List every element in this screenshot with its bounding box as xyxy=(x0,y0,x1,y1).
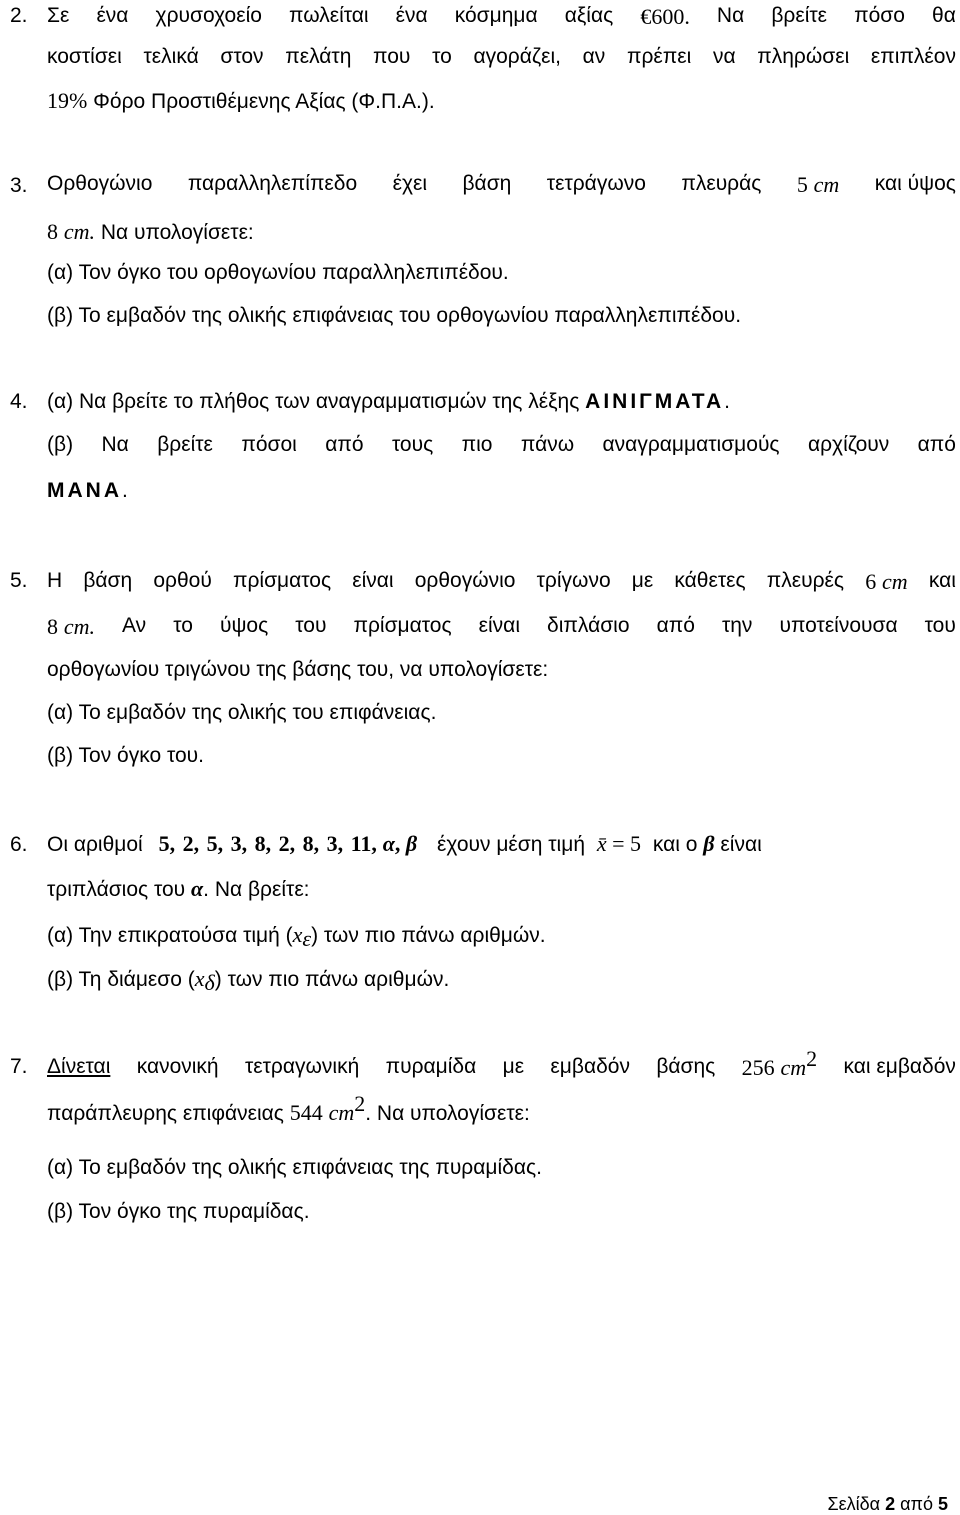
word-mana: ΜΑΝΑ xyxy=(47,479,122,502)
question-b: (β) Το εμβαδόν της ολικής επιφάνειας του ορθογωνίου παραλληλεπιπέδου. xyxy=(47,304,742,327)
word: τελικά xyxy=(143,45,199,68)
word: τετραγωνική xyxy=(244,1055,360,1078)
problem-number: 6. xyxy=(10,833,28,856)
area-number: 256 xyxy=(741,1055,775,1080)
word: αν xyxy=(582,45,606,68)
question-b xyxy=(47,433,956,457)
word: τετράγωνο xyxy=(546,172,646,195)
question-b: (β) Τη διάμεσο $(x_\delta)$ των πιο πάνω αριθμών. xyxy=(47,966,450,995)
word: Ορθογώνιο xyxy=(47,172,153,195)
problem-text-line xyxy=(47,4,956,30)
question-a: (α) Την επικρατούσα τιμή $(x_\varepsilon)$ των πιο πάνω αριθμών. xyxy=(47,922,546,951)
word: Να xyxy=(101,433,129,456)
word: παραλληλεπίπεδο xyxy=(187,172,358,195)
page-footer: Σελίδα 2 από 5 xyxy=(827,1494,948,1514)
word: βρείτε xyxy=(157,433,213,456)
word: να xyxy=(712,45,736,68)
word: ορθού xyxy=(153,569,212,592)
word: πελάτη xyxy=(285,45,352,68)
mean-symbol: x̄ xyxy=(596,831,607,856)
problem-text-line: Οι αριθμοί 5, 2, 5, 3, 8, 2, 8, 3, 11, α, β έχουν μέση τιμή x̄ = 5 και ο β είναι xyxy=(47,831,762,856)
word: βρείτε xyxy=(771,4,828,27)
word: πωλείται xyxy=(289,4,369,27)
text-fragment: και xyxy=(928,569,956,592)
word: βάσης xyxy=(656,1055,716,1078)
problem-number: 3. xyxy=(10,174,28,197)
word: υποτείνουσα xyxy=(779,614,898,637)
problem-text-line: ΜΑΝΑ. xyxy=(47,479,128,502)
problem-number: 4. xyxy=(10,390,28,413)
question-a: (α) Να βρείτε το πλήθος των αναγραμματισμών της λέξης ΑΙΝΙΓΜΑΤΑ. xyxy=(47,390,730,413)
word: κάθετες xyxy=(674,569,746,592)
word: αναγραμματισμούς xyxy=(602,433,780,456)
word: με xyxy=(631,569,654,592)
word: αρχίζουν xyxy=(807,433,890,456)
word: είναι xyxy=(352,569,394,592)
word: πρίσματος xyxy=(232,569,332,592)
problem-text-line xyxy=(47,569,956,595)
word: με xyxy=(502,1055,525,1078)
word: κόσμημα xyxy=(454,4,538,27)
number-list: 5, 2, 5, 3, 8, 2, 8, 3, 11, xyxy=(158,831,377,856)
word: έχει xyxy=(392,172,428,195)
word: ορθογώνιο xyxy=(414,569,516,592)
word: πρέπει xyxy=(626,45,692,68)
word: βάση xyxy=(462,172,512,195)
side-number: 5 xyxy=(796,172,808,197)
problem-text-line xyxy=(47,1046,956,1081)
vat-percent: 19% xyxy=(47,88,88,113)
word: ένα xyxy=(395,4,428,27)
problem-text-line: 8 cm. Να υπολογίσετε: xyxy=(47,219,254,244)
problem-text-line: τριπλάσιος του α. Να βρείτε: xyxy=(47,876,310,901)
unit: cm xyxy=(813,172,840,197)
side-length xyxy=(47,614,95,640)
word: το xyxy=(432,45,452,68)
word: ένα xyxy=(96,4,129,27)
word: είναι xyxy=(478,614,520,637)
word: αγοράζει, xyxy=(473,45,561,68)
price-value: €600. xyxy=(640,4,690,29)
problem-text-line xyxy=(47,172,956,198)
word: κανονική xyxy=(136,1055,219,1078)
question-a: (α) Το εμβαδόν της ολικής επιφάνειας της πυραμίδας. xyxy=(47,1156,542,1179)
side-number: 8 xyxy=(47,614,58,639)
text-fragment: και ύψος xyxy=(874,172,956,195)
word: αξίας xyxy=(564,4,614,27)
alpha-var: α xyxy=(382,831,395,856)
unit: cm xyxy=(882,569,908,594)
problem-number: 2. xyxy=(10,4,28,27)
base-area xyxy=(741,1046,818,1081)
problem-number: 7. xyxy=(10,1055,28,1078)
word: θα xyxy=(932,4,956,27)
question-a: (α) Το εμβαδόν της ολικής του επιφάνειας. xyxy=(47,701,437,724)
word: τρίγωνο xyxy=(536,569,611,592)
word: πόσο xyxy=(854,4,905,27)
word: πιο xyxy=(461,433,493,456)
total-pages: 5 xyxy=(937,1494,948,1514)
word: διπλάσιο xyxy=(547,614,630,637)
problem-number: 5. xyxy=(10,569,28,592)
word: πυραμίδα xyxy=(385,1055,477,1078)
side-length xyxy=(865,569,908,595)
text-fragment: και εμβαδόν xyxy=(843,1055,956,1078)
side-number: 6 xyxy=(865,569,877,594)
problem-text-line xyxy=(47,614,956,640)
current-page: 2 xyxy=(885,1494,896,1514)
problem-text-line: ορθογωνίου τριγώνου της βάσης του, να υπολογίσετε: xyxy=(47,658,549,681)
word-ainigmata: ΑΙΝΙΓΜΑΤΑ xyxy=(585,390,725,413)
word: επιπλέον xyxy=(870,45,956,68)
problem-text-line: παράπλευρης επιφάνειας 544 $cm^2$. Να υπολογίσετε: xyxy=(47,1091,530,1125)
word: από xyxy=(917,433,956,456)
word: Αν xyxy=(122,614,147,637)
word: πληρώσει xyxy=(757,45,850,68)
word: ύψος xyxy=(219,614,269,637)
word: του xyxy=(295,614,327,637)
word: πρίσματος xyxy=(353,614,452,637)
word: Δίνεται xyxy=(47,1055,111,1078)
word: κοστίσει xyxy=(47,45,122,68)
word: που xyxy=(373,45,411,68)
exponent: 2 xyxy=(806,1046,818,1071)
word: το xyxy=(173,614,193,637)
word: βάση xyxy=(83,569,133,592)
word: Να xyxy=(716,4,745,27)
word: πλευράς xyxy=(681,172,762,195)
word: χρυσοχοείο xyxy=(155,4,262,27)
word: τους xyxy=(391,433,434,456)
word: Σε xyxy=(47,4,70,27)
question-b: (β) Τον όγκο της πυραμίδας. xyxy=(47,1200,310,1223)
word: (β) xyxy=(47,433,74,456)
unit: cm xyxy=(780,1055,807,1080)
word: πάνω xyxy=(520,433,575,456)
word: στον xyxy=(220,45,264,68)
problem-text-line: 19% Φόρο Προστιθέμενης Αξίας (Φ.Π.Α.). xyxy=(47,88,435,113)
beta-var: β xyxy=(405,831,418,856)
question-a: (α) Τον όγκο του ορθογωνίου παραλληλεπιπέδου. xyxy=(47,261,509,284)
word: πόσοι xyxy=(241,433,297,456)
problem-text-line xyxy=(47,45,956,69)
word: από xyxy=(656,614,695,637)
word: του xyxy=(924,614,956,637)
word: Η xyxy=(47,569,63,592)
unit: cm. xyxy=(63,614,95,639)
word: εμβαδόν xyxy=(550,1055,630,1078)
word: από xyxy=(325,433,364,456)
side-length xyxy=(797,172,840,198)
word: πλευρές xyxy=(766,569,845,592)
word: την xyxy=(721,614,753,637)
question-b: (β) Τον όγκο του. xyxy=(47,744,204,767)
